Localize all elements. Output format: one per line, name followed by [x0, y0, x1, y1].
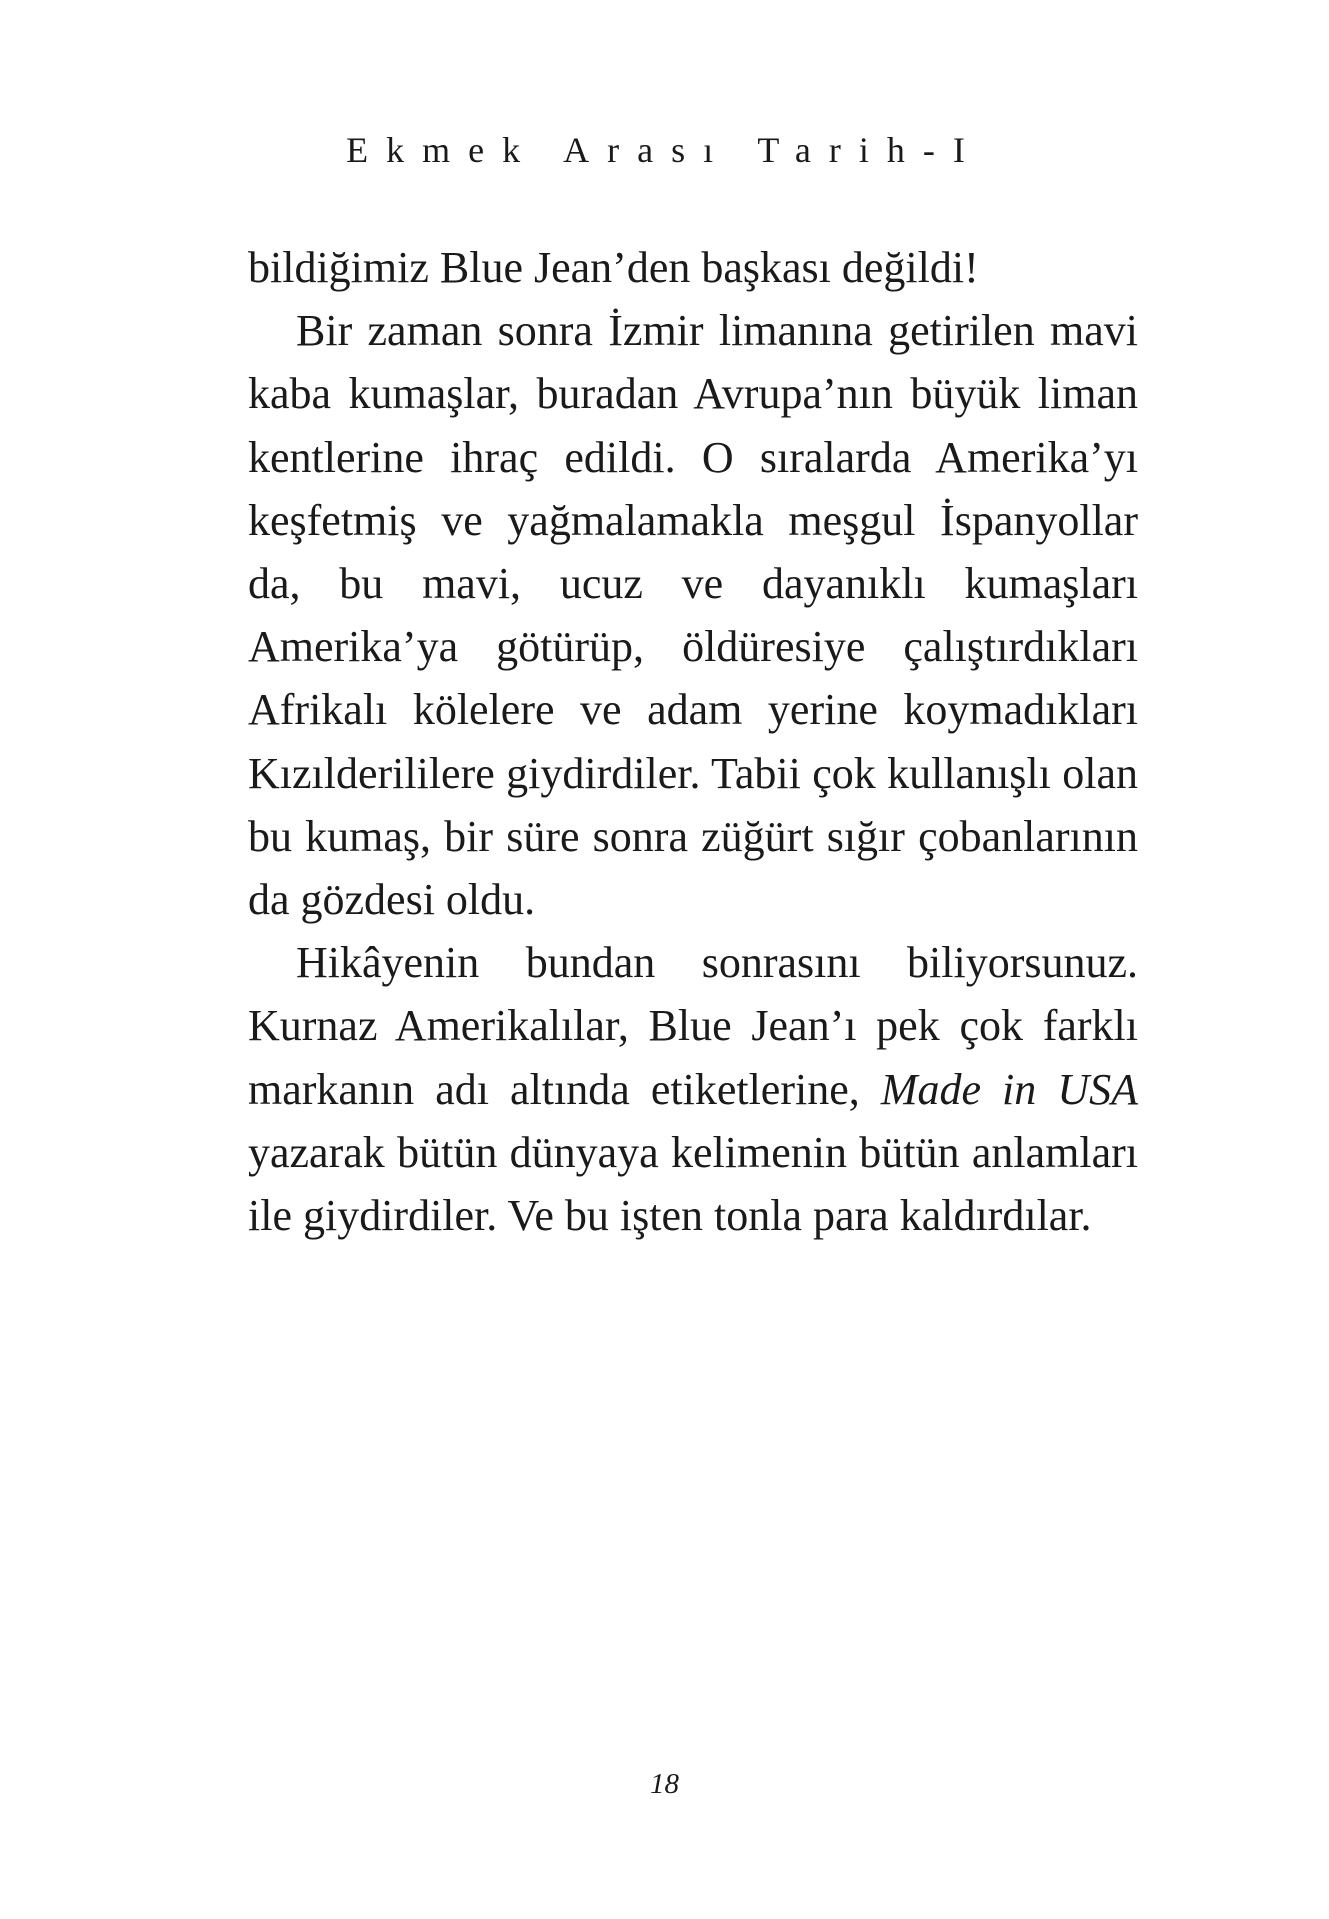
page-number: 18: [650, 1768, 679, 1800]
paragraph-3-italic-phrase: Made in USA: [880, 1064, 1139, 1114]
paragraph-3-text-start: Hikâyenin bundan sonrasını biliyorsunuz. Kurnaz Amerikalılar, Blue Jean’ı pek çok farklı markanın adı altında etiketlerine,: [248, 938, 1138, 1114]
running-header: Ekmek Arası Tarih-I: [346, 130, 983, 170]
paragraph-2: Bir zaman sonra İzmir limanına getirilen mavi kaba kumaşlar, buradan Avrupa’nın büyük liman kentlerine ihraç edildi. O sıralarda Amerika’yı keşfetmiş ve yağmalamakla meşgul İspanyollar da, bu mavi, ucuz ve dayanıklı kumaşları Amerika’ya götürüp, öldüresiye çalıştırdıkları Afrikalı kölelere ve adam yerine koymadıkları Kızılderililere giydirdiler. Tabii çok kullanışlı olan bu kumaş, bir süre sonra züğürt sığır çobanlarının da gözdesi oldu.: [248, 306, 1138, 925]
paragraph-3-text-end: yazarak bütün dünyaya kelimenin bütün anlamları ile giydirdiler. Ve bu işten tonla para kaldırdılar.: [248, 1127, 1138, 1241]
paragraph-3: [248, 931, 1138, 1247]
body-text: [248, 236, 1138, 1247]
paragraph-1: bildiğimiz Blue Jean’den başkası değildi!: [248, 243, 979, 292]
